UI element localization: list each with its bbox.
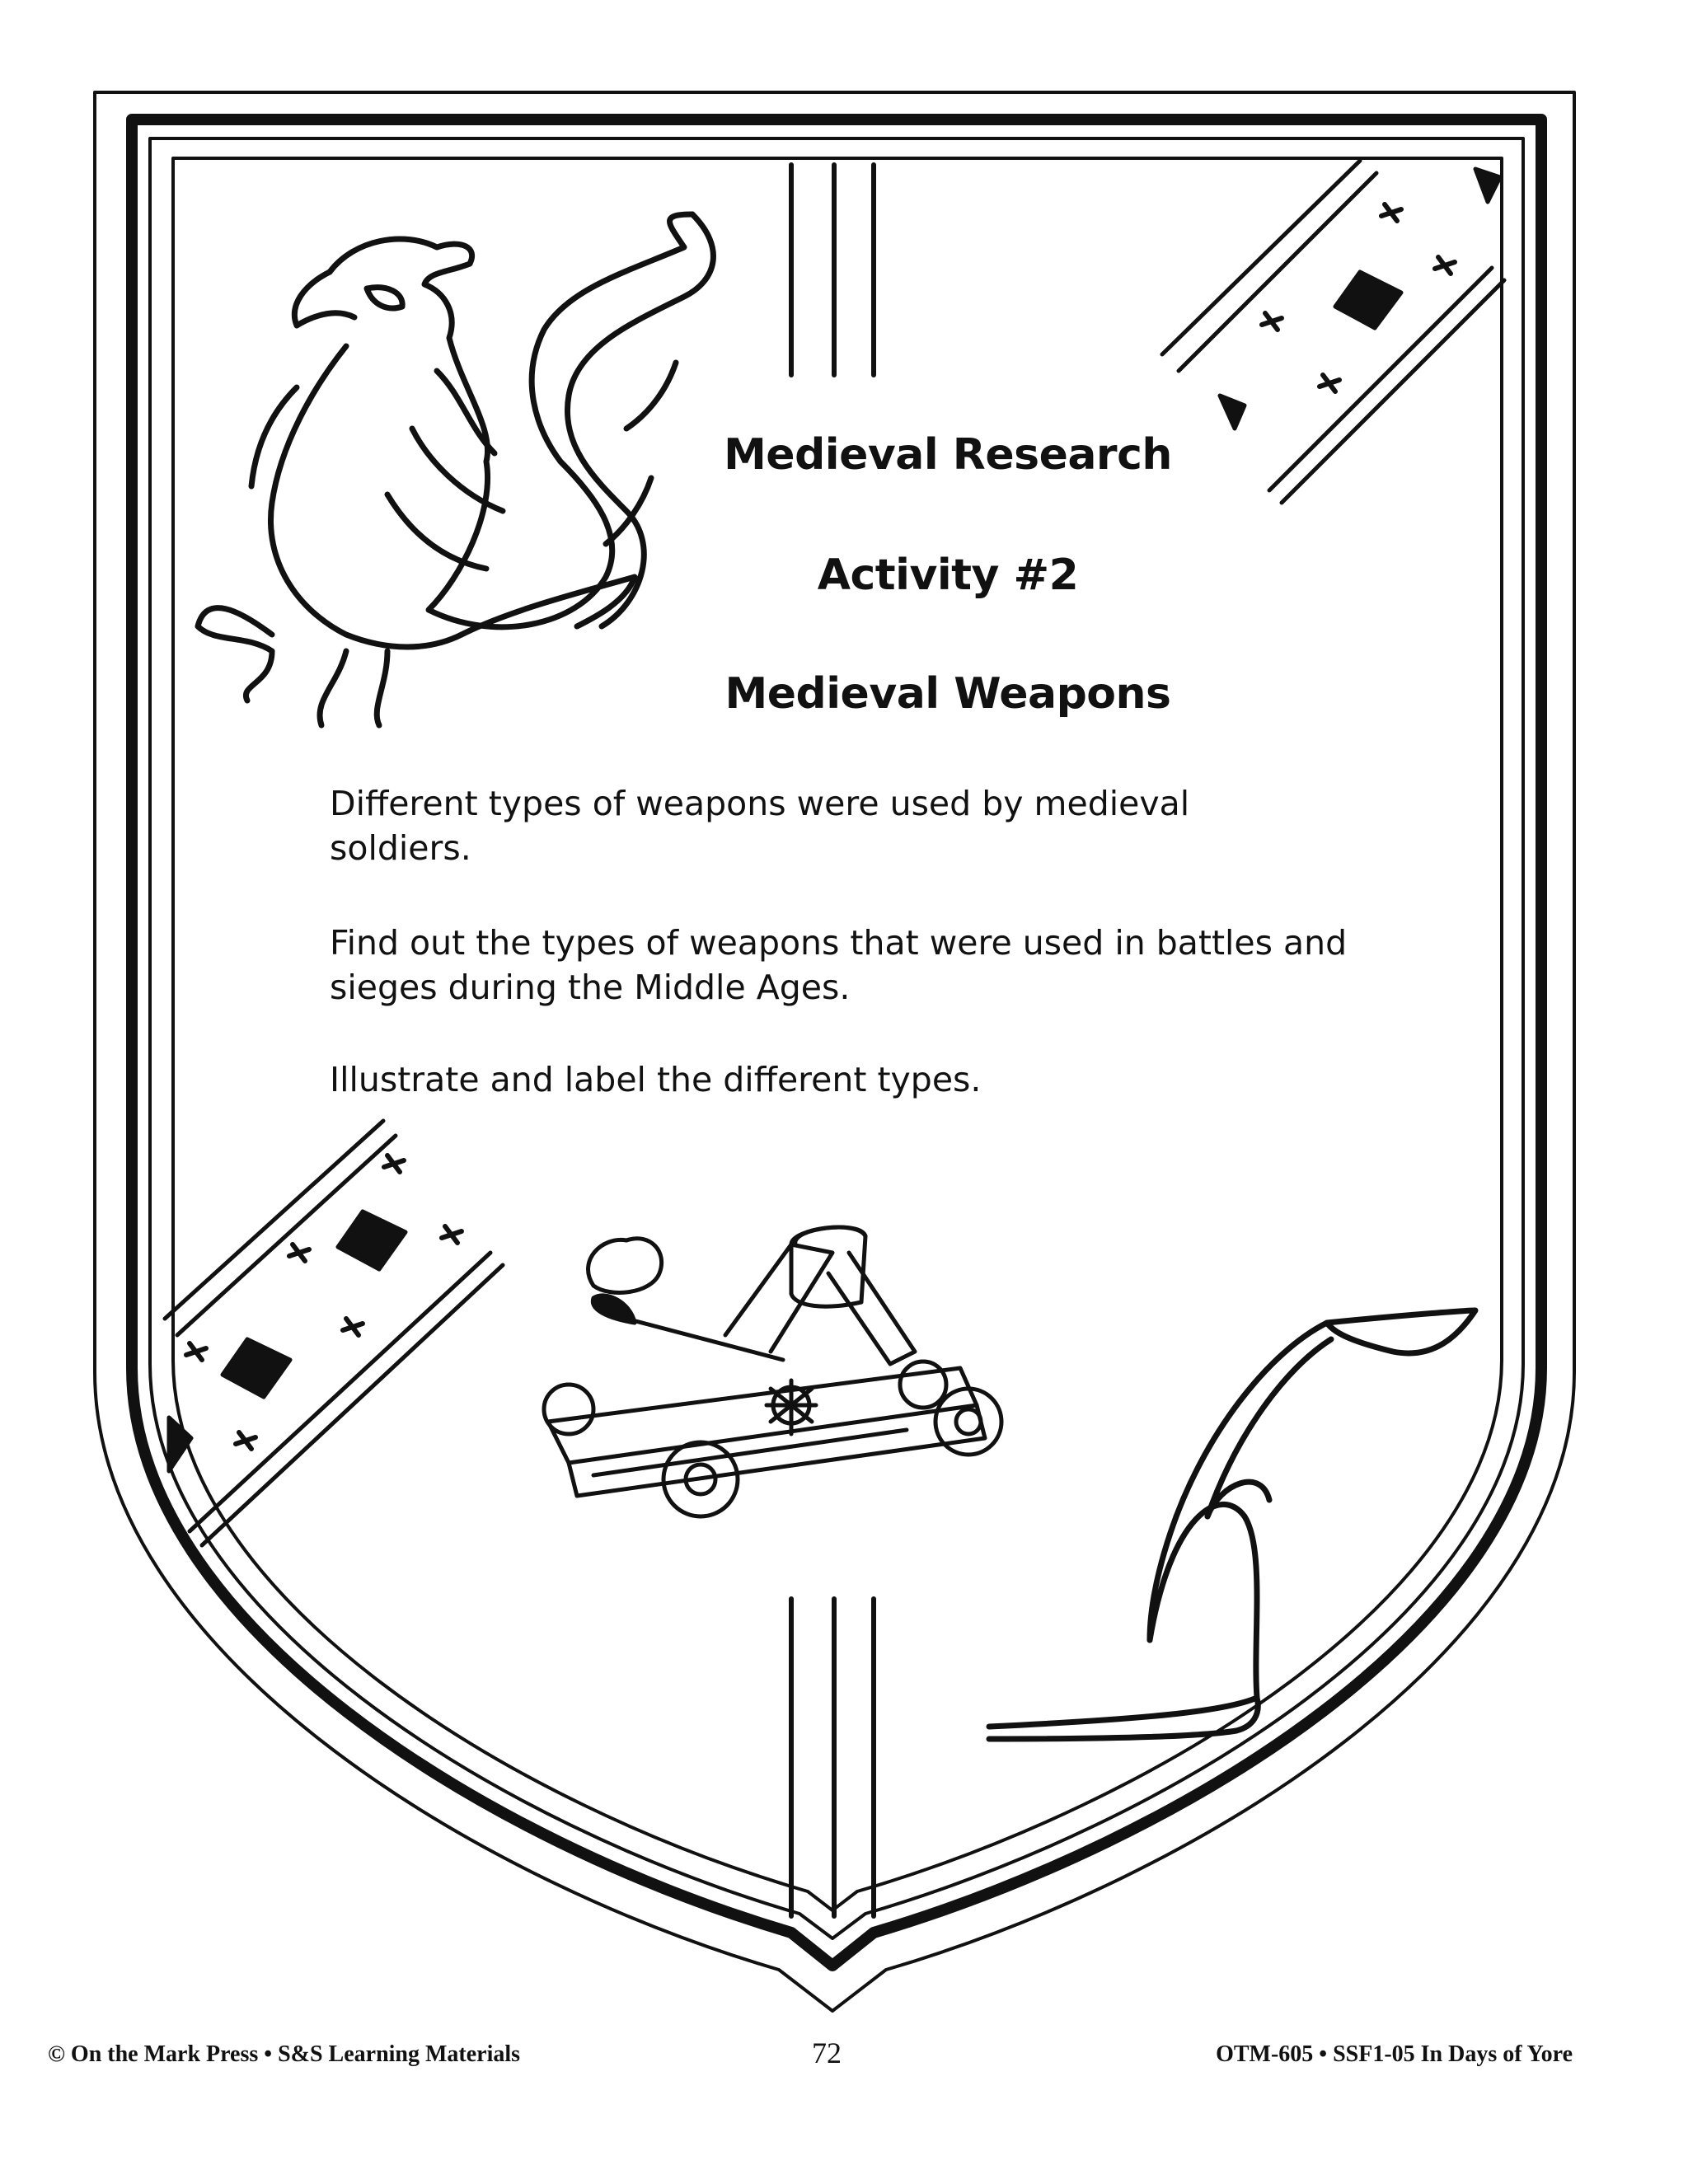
page-title: Medieval Research	[724, 430, 1172, 480]
footer-page-number: 72	[812, 2036, 842, 2069]
activity-number: Activity #2	[817, 551, 1079, 600]
catapult-icon	[544, 1227, 1001, 1516]
rooster-heraldic-icon	[198, 214, 713, 725]
instruction-paragraph: Different types of weapons were used by medieval soldiers.	[330, 784, 1190, 868]
heraldic-bend-bottom-left	[165, 1121, 503, 1545]
shield-innermost-outline	[173, 158, 1502, 1910]
pale-bottom	[791, 1599, 874, 1916]
instruction-paragraph: Find out the types of weapons that were used in battles and sieges during the Middle Ages.	[330, 923, 1348, 1007]
pale-top	[791, 165, 874, 375]
activity-topic: Medieval Weapons	[724, 669, 1171, 719]
footer-publisher: © On the Mark Press • S&S Learning Materials	[48, 2041, 521, 2067]
instruction-paragraph: Illustrate and label the different types.	[330, 1060, 982, 1099]
banner-ribbon-icon	[989, 1310, 1475, 1739]
footer-product-code: OTM-605 • SSF1-05 In Days of Yore	[1216, 2041, 1573, 2067]
